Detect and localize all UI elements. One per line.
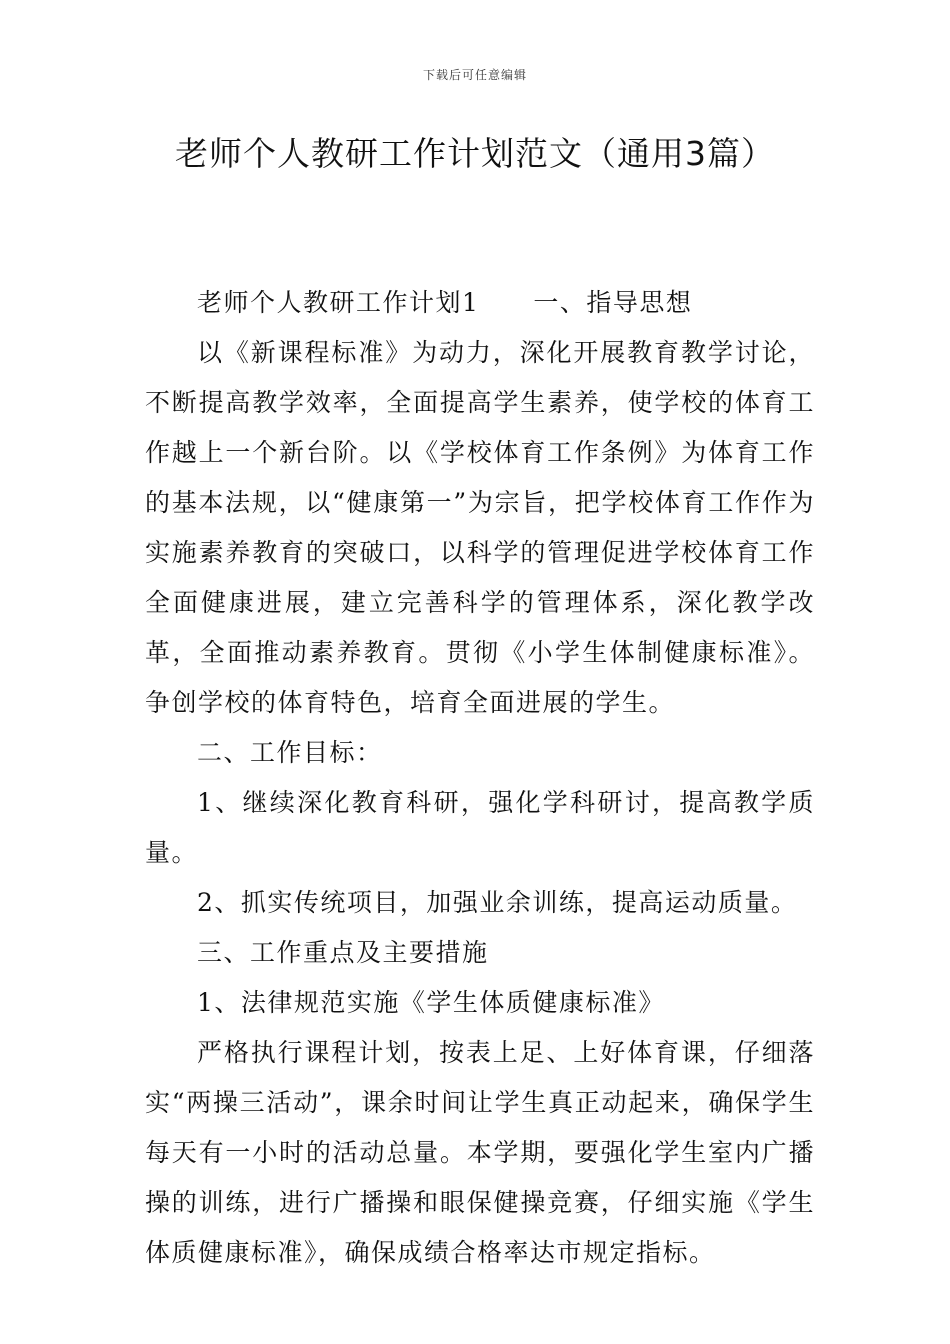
- section-heading-guiding-thought: 一、指导思想: [533, 288, 693, 317]
- plan-heading-line: [145, 278, 815, 328]
- section-heading-key-measures: 三、工作重点及主要措施: [197, 938, 489, 967]
- document-body: [145, 278, 815, 1278]
- goal-item-1: 1、继续深化教育科研，强化学科研讨，提高教学质量。: [145, 788, 815, 867]
- paragraph-guiding-thought: 以《新课程标准》为动力，深化开展教育教学讨论，不断提高教学效率，全面提高学生素养，使学校的体育工作越上一个新台阶。以《学校体育工作条例》为体育工作的基本法规，以“健康第一”为宗旨，把学校体育工作作为实施素养教育的突破口，以科学的管理促进学校体育工作全面健康进展，建立完善科学的管理体系，深化教学改革，全面推动素养教育。贯彻《小学生体制健康标准》。争创学校的体育特色，培育全面进展的学生。: [145, 338, 815, 717]
- plan-label: 老师个人教研工作计划1: [197, 288, 480, 317]
- goal-item-2: 2、抓实传统项目，加强业余训练，提高运动质量。: [197, 888, 798, 917]
- paragraph-measure-detail: 严格执行课程计划，按表上足、上好体育课，仔细落实“两操三活动”，课余时间让学生真正动起来，确保学生每天有一小时的活动总量。本学期，要强化学生室内广播操的训练，进行广播操和眼保健操竞赛，仔细实施《学生体质健康标准》，确保成绩合格率达市规定指标。: [145, 1038, 815, 1267]
- header-note: 下载后可任意编辑: [422, 68, 527, 82]
- document-title: 老师个人教研工作计划范文（通用3篇）: [175, 134, 775, 173]
- section-heading-work-goals: 二、工作目标：: [197, 738, 383, 767]
- measure-item-1: 1、法律规范实施《学生体质健康标准》: [197, 988, 665, 1017]
